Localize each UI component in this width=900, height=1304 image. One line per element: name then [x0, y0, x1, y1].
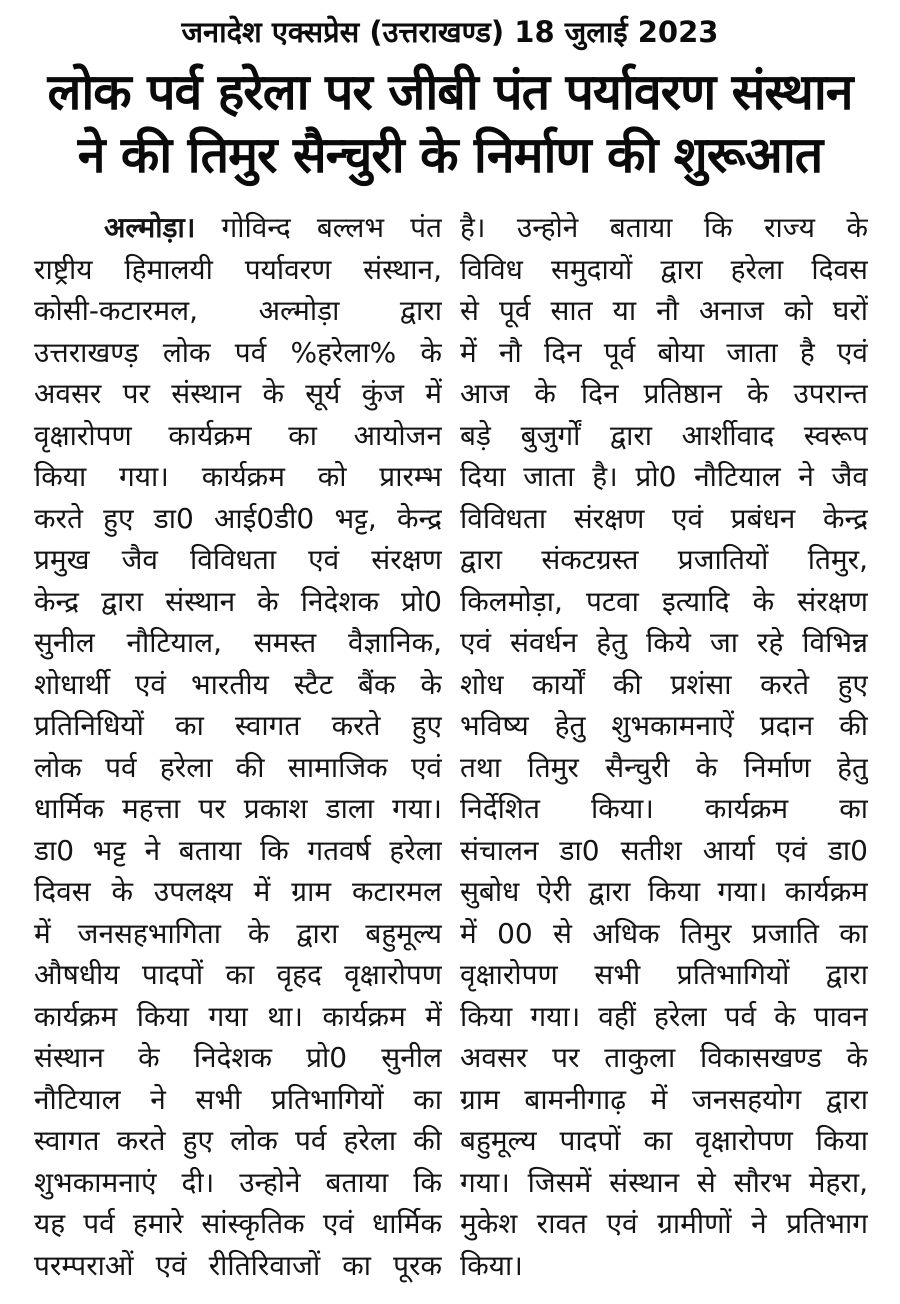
text-line: तथा तिमुर सैन्चुरी के निर्माण हेतु	[460, 750, 868, 784]
text-line: प्रतिनिधियों का स्वागत करते हुए	[34, 709, 442, 742]
masthead: जनादेश एक्सप्रेस (उत्तराखण्ड) 18 जुलाई 2023	[181, 15, 719, 49]
text-line: शुभकामनाएं दी। उन्होने बताया कि	[34, 1165, 442, 1199]
text-line: में नौ दिन पूर्व बोया जाता है एवं	[460, 335, 868, 369]
text-line: में जनसहभागिता के द्वारा बहुमूल्य	[34, 916, 442, 950]
text-line: उत्तराखण्ड़ लोक पर्व %हरेला% के	[34, 335, 442, 369]
headline-line-1: लोक पर्व हरेला पर जीबी पंत पर्यावरण संस्थान	[47, 63, 853, 121]
text-line: शोध कार्यों की प्रशंसा करते हुए	[460, 667, 868, 701]
dateline: अल्मोड़ा।	[104, 211, 196, 244]
text-line: किया गया। वहीं हरेला पर्व के पावन	[460, 999, 868, 1033]
text-line: संचालन डा0 सतीश आर्या एवं डा0	[460, 833, 868, 867]
text-line: औषधीय पादपों का वृहद वृक्षारोपण	[34, 958, 442, 991]
text-line: यह पर्व हमारे सांस्कृतिक एवं धार्मिक	[34, 1207, 442, 1240]
text-line: कोसी-कटारमल, अल्मोड़ा द्वारा	[34, 294, 442, 327]
text-line: विविध समुदायों द्वारा हरेला दिवस	[460, 252, 868, 286]
right-column	[460, 207, 868, 1286]
text-line: किलमोड़ा, पटवा इत्यादि के संरक्षण	[460, 584, 868, 618]
text-line: में 00 से अधिक तिमुर प्रजाति का	[460, 916, 868, 950]
text-line: किया।	[460, 1248, 523, 1282]
text-line: धार्मिक महत्ता पर प्रकाश डाला गया।	[34, 792, 442, 825]
text-line: सुनील नौटियाल, समस्त वैज्ञानिक,	[34, 626, 442, 659]
first-line-text: गोविन्द बल्लभ पंत	[221, 211, 442, 244]
text-line	[34, 207, 442, 249]
text-line: वृक्षारोपण कार्यक्रम का आयोजन	[34, 418, 442, 452]
text-line: प्रमुख जैव विविधता एवं संरक्षण	[34, 543, 442, 576]
text-line: करते हुए डा0 आई0डी0 भट्ट, केन्द्र	[34, 501, 442, 535]
text-line: केन्द्र द्वारा संस्थान के निदेशक प्रो0	[34, 584, 442, 618]
text-line: अवसर पर ताकुला विकासखण्ड के	[460, 1041, 868, 1074]
text-line: किया गया। कार्यक्रम को प्रारम्भ	[34, 460, 442, 493]
article-body	[0, 187, 900, 1286]
text-line: राष्ट्रीय हिमालयी पर्यावरण संस्थान,	[34, 252, 442, 286]
text-line: दिवस के उपलक्ष्य में ग्राम कटारमल	[34, 875, 442, 908]
text-line: निर्देशित किया। कार्यक्रम का	[460, 792, 868, 825]
text-line: है। उन्होने बताया कि राज्य के	[460, 211, 868, 244]
text-line: बहुमूल्य पादपों का वृक्षारोपण किया	[460, 1124, 868, 1157]
text-line: कार्यक्रम किया गया था। कार्यक्रम में	[34, 999, 442, 1033]
text-line: सुबोध ऐरी द्वारा किया गया। कार्यक्रम	[460, 875, 868, 908]
text-line: शोधार्थी एवं भारतीय स्टैट बैंक के	[34, 667, 442, 701]
text-line: संस्थान के निदेशक प्रो0 सुनील	[34, 1041, 442, 1074]
text-line: द्वारा संकटग्रस्त प्रजातियों तिमुर,	[460, 543, 868, 576]
text-line: से पूर्व सात या नौ अनाज को घरों	[460, 294, 868, 327]
text-line: परम्पराओं एवं रीतिरिवाजों का पूरक	[34, 1248, 442, 1282]
left-column-lines	[34, 249, 442, 1287]
text-line: गया। जिसमें संस्थान से सौरभ मेहरा,	[460, 1165, 868, 1199]
text-line: लोक पर्व हरेला की सामाजिक एवं	[34, 750, 442, 784]
text-line: मुकेश रावत एवं ग्रामीणों ने प्रतिभाग	[460, 1207, 868, 1240]
text-line: डा0 भट्ट ने बताया कि गतवर्ष हरेला	[34, 833, 442, 867]
text-line: स्वागत करते हुए लोक पर्व हरेला की	[34, 1124, 442, 1157]
headline-line-2: ने की तिमुर सैन्चुरी के निर्माण की शुरूआत	[77, 126, 823, 184]
right-column-lines	[460, 207, 868, 1286]
text-line: नौटियाल ने सभी प्रतिभागियों का	[34, 1082, 442, 1116]
text-line: भविष्य हेतु शुभकामनाऐं प्रदान की	[460, 709, 868, 742]
article-headline	[0, 61, 900, 187]
text-line: ग्राम बामनीगाढ़ में जनसहयोग द्वारा	[460, 1082, 868, 1116]
text-line: अवसर पर संस्थान के सूर्य कुंज में	[34, 377, 442, 410]
text-line: वृक्षारोपण सभी प्रतिभागियों द्वारा	[460, 958, 868, 991]
left-column	[34, 207, 442, 1286]
text-line: विविधता संरक्षण एवं प्रबंधन केन्द्र	[460, 501, 868, 535]
text-line: एवं संवर्धन हेतु किये जा रहे विभिन्न	[460, 626, 868, 659]
text-line: दिया जाता है। प्रो0 नौटियाल ने जैव	[460, 460, 868, 493]
text-line: बड़े बुजुर्गों द्वारा आर्शीवाद स्वरूप	[460, 418, 868, 452]
text-line: आज के दिन प्रतिष्ठान के उपरान्त	[460, 377, 868, 410]
